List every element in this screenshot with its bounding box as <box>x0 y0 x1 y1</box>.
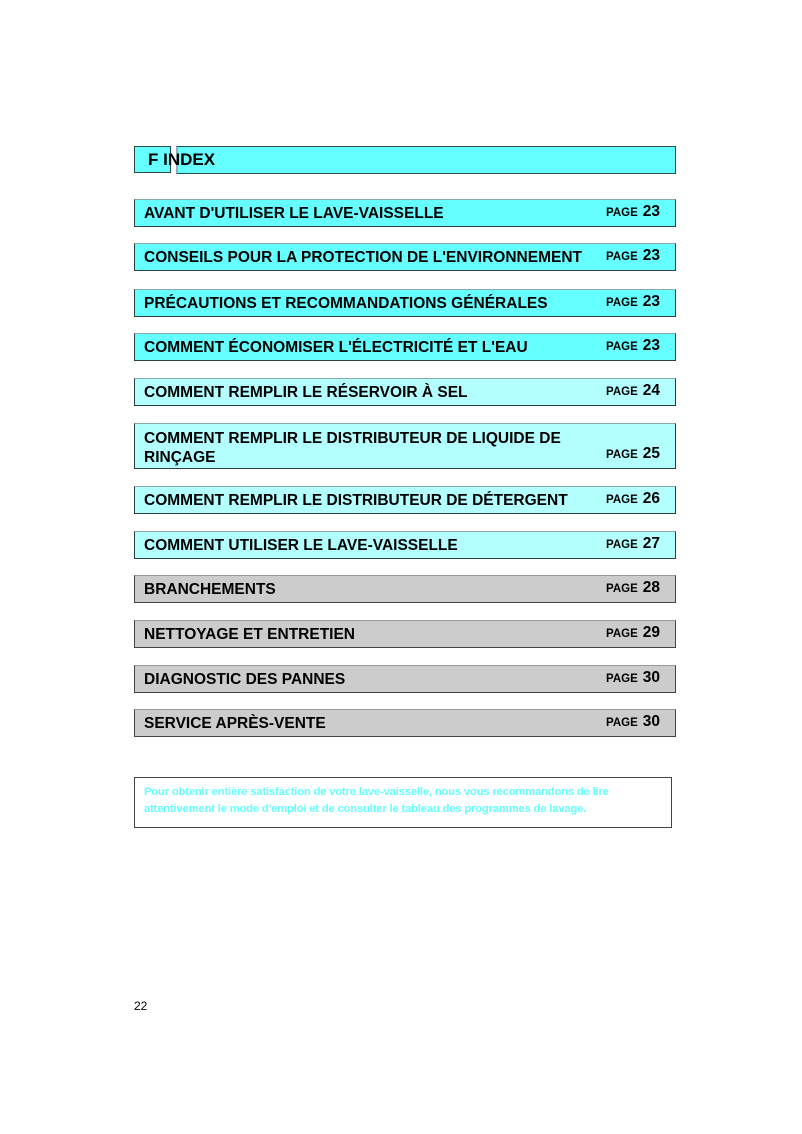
index-entry[interactable] <box>134 378 676 406</box>
index-entry[interactable] <box>134 333 676 361</box>
index-entry[interactable] <box>134 486 676 514</box>
entry-page: PAGE 23 <box>606 203 660 220</box>
entry-page: PAGE 23 <box>606 247 660 264</box>
entry-page: PAGE 28 <box>606 579 660 596</box>
entry-page: PAGE 30 <box>606 669 660 686</box>
index-title: F INDEX <box>148 150 216 169</box>
index-entry[interactable] <box>134 531 676 559</box>
entry-label: COMMENT REMPLIR LE DISTRIBUTEUR DE LIQUIDE DE RINÇAGE <box>144 430 561 466</box>
entry-page: PAGE 27 <box>606 535 660 552</box>
page-number: 22 <box>134 999 148 1013</box>
entry-page: PAGE 26 <box>606 490 660 507</box>
entry-label: DIAGNOSTIC DES PANNES <box>144 671 346 688</box>
entry-page: PAGE 23 <box>606 293 660 310</box>
entry-page: PAGE 29 <box>606 624 660 641</box>
entry-label: COMMENT ÉCONOMISER L'ÉLECTRICITÉ ET L'EAU <box>144 339 528 356</box>
entry-label: COMMENT REMPLIR LE RÉSERVOIR À SEL <box>144 384 468 401</box>
entry-label: AVANT D'UTILISER LE LAVE-VAISSELLE <box>144 205 444 222</box>
entry-label: NETTOYAGE ET ENTRETIEN <box>144 626 356 643</box>
index-entry[interactable] <box>134 665 676 693</box>
index-entry[interactable] <box>134 243 676 271</box>
entry-page: PAGE 23 <box>606 337 660 354</box>
index-entry[interactable] <box>134 620 676 648</box>
index-entry[interactable] <box>134 289 676 317</box>
entry-page: PAGE 24 <box>606 382 660 399</box>
entry-label: CONSEILS POUR LA PROTECTION DE L'ENVIRONNEMENT <box>144 249 582 266</box>
index-entry[interactable] <box>134 199 676 227</box>
index-entry[interactable] <box>134 575 676 603</box>
index-header-box <box>176 146 676 174</box>
entry-label: BRANCHEMENTS <box>144 581 276 598</box>
entry-label: COMMENT UTILISER LE LAVE-VAISSELLE <box>144 537 458 554</box>
entry-label: PRÉCAUTIONS ET RECOMMANDATIONS GÉNÉRALES <box>144 295 548 312</box>
entry-page: PAGE 30 <box>606 713 660 730</box>
entry-label: SERVICE APRÈS-VENTE <box>144 715 326 732</box>
entry-page: PAGE 25 <box>606 445 660 462</box>
index-entry[interactable] <box>134 423 676 469</box>
recommendation-note <box>134 777 672 828</box>
entry-label: COMMENT REMPLIR LE DISTRIBUTEUR DE DÉTERGENT <box>144 492 568 509</box>
note-text: Pour obtenir entière satisfaction de votre lave-vaisselle, nous vous recommandons de lire attentivement le mode d'emploi et de consulter le tableau des programmes de lavage. <box>144 786 609 815</box>
index-entry[interactable] <box>134 709 676 737</box>
